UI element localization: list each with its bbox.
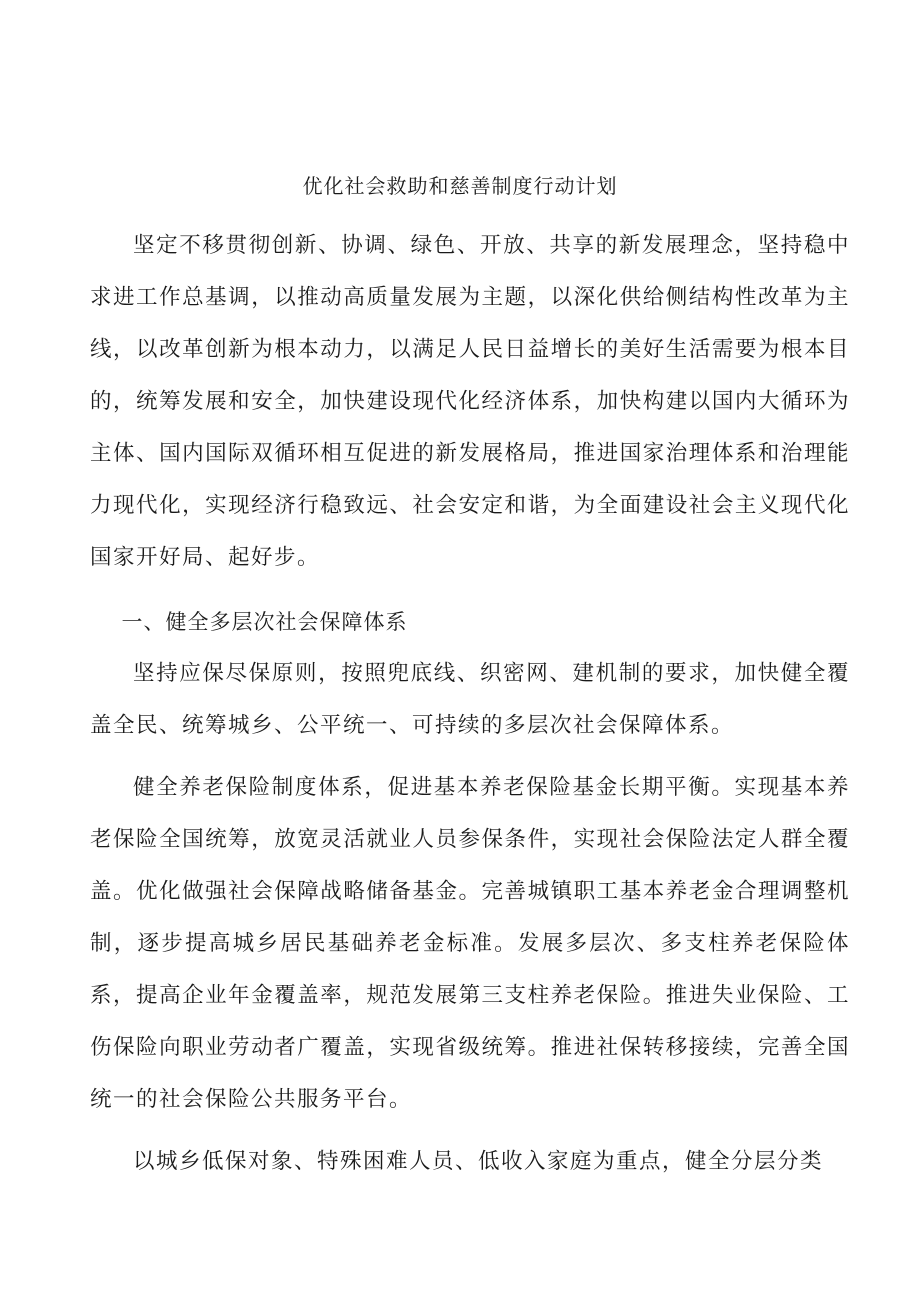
intro-paragraph: 坚定不移贯彻创新、协调、绿色、开放、共享的新发展理念，坚持稳中求进工作总基调，以推动高质量发展为主题，以深化供给侧结构性改革为主线，以改革创新为根本动力，以满足人民日益增长的美好生活需要为根本目的，统筹发展和安全，加快建设现代化经济体系，加快构建以国内大循环为主体、国内国际双循环相互促进的新发展格局，推进国家治理体系和治理能力现代化，实现经济行稳致远、社会安定和谐，为全面建设社会主义现代化国家开好局、起好步。 xyxy=(90,233,850,570)
paragraph-gap xyxy=(90,1126,850,1136)
document-body xyxy=(90,220,850,1188)
section-paragraph: 以城乡低保对象、特殊困难人员、低收入家庭为重点，健全分层分类 xyxy=(133,1149,824,1174)
section-heading: 一、健全多层次社会保障体系 xyxy=(121,610,408,634)
paragraph-gap xyxy=(90,752,850,762)
section-paragraph: 健全养老保险制度体系，促进基本养老保险基金长期平衡。实现基本养老保险全国统筹，放宽灵活就业人员参保条件，实现社会保险法定人群全覆盖。优化做强社会保障战略储备基金。完善城镇职工基本养老金合理调整机制，逐步提高城乡居民基础养老金标准。发展多层次、多支柱养老保险体系，提高企业年金覆盖率，规范发展第三支柱养老保险。推进失业保险、工伤保险向职业劳动者广覆盖，实现省级统筹。推进社保转移接续，完善全国统一的社会保险公共服务平台。 xyxy=(90,775,850,1112)
document-title: 优化社会救助和慈善制度行动计划 xyxy=(302,174,618,198)
section-paragraph: 坚持应保尽保原则，按照兜底线、织密网、建机制的要求，加快健全覆盖全民、统筹城乡、公平统一、可持续的多层次社会保障体系。 xyxy=(90,661,850,738)
